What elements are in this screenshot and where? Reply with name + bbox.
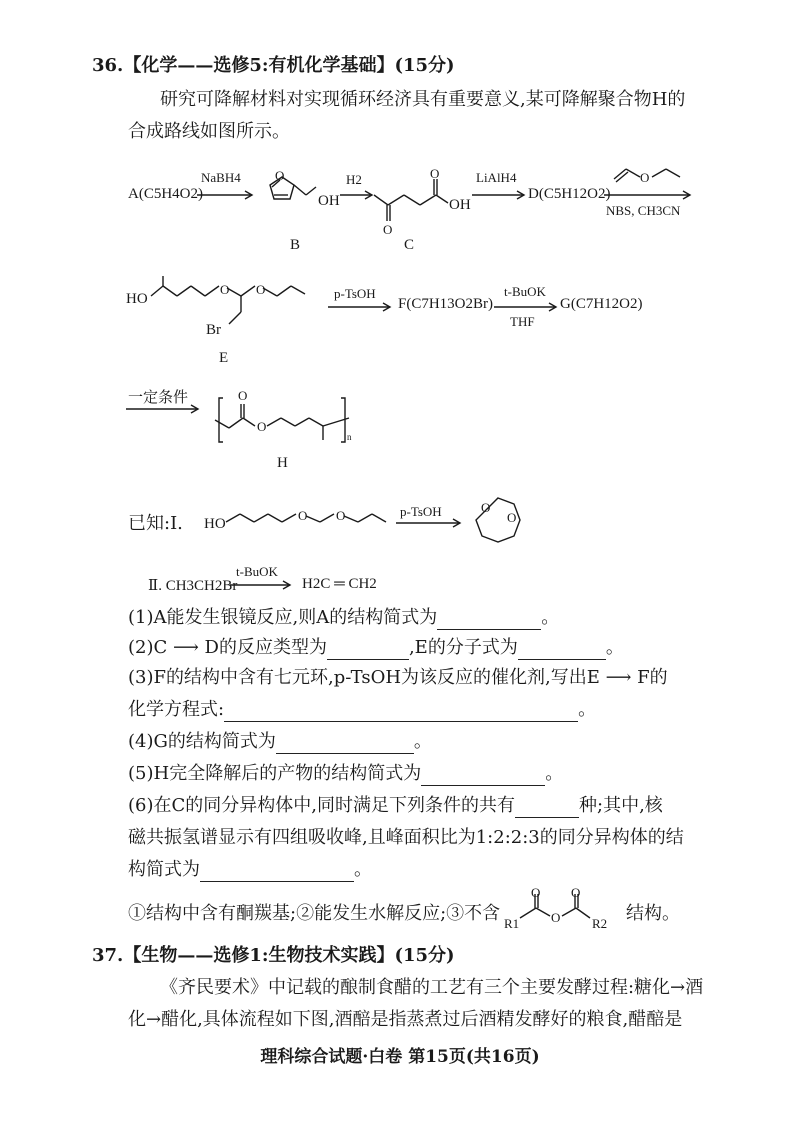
known-i-ring-o1: O [481,500,491,515]
compound-b-ring-o: O [275,168,285,183]
compound-e-br: Br [206,322,221,338]
arrow-7 [126,404,206,414]
question-5: (5)H完全降解后的产物的结构简式为 。 [128,763,564,784]
reagent-tbuok: t-BuOK [504,284,546,299]
question-1: (1)A能发生银镜反应,则A的结构简式为 。 [128,607,560,628]
polymer-h-ester-o: O [257,419,267,434]
anhydride-o2: O [571,885,581,900]
q36-header: 36.【化学——选修5:有机化学基础】(15分) [92,55,455,76]
compound-e-label: E [219,350,229,366]
compound-e-o1: O [220,282,230,297]
known-i-ring-o2: O [507,510,517,525]
arrow-6 [494,302,564,312]
compound-a-formula: A(C5H4O2) [128,186,203,202]
answer-blank-5[interactable] [421,767,545,786]
polymer-h-label: H [277,455,288,471]
known-i-o2: O [336,508,346,523]
known-i-reagent: p-TsOH [400,504,442,519]
answer-blank-6a[interactable] [515,799,579,818]
answer-blank-6b[interactable] [200,863,354,882]
polymer-h-structure [215,396,365,451]
arrow-1 [197,190,257,200]
q37-header: 37.【生物——选修1:生物技术实践】(15分) [92,945,455,966]
answer-blank-2a[interactable] [327,641,409,660]
known-i-arrow [396,518,466,528]
page-footer: 理科综合试题·白卷 第15页(共16页) [260,1047,540,1067]
polymer-h-n: n [347,432,352,442]
compound-e-ho: HO [126,291,148,307]
question-3-line2: 化学方程式: 。 [128,699,597,720]
question-6-line1: (6)在C的同分异构体中,同时满足下列条件的共有 种;其中,核 [128,795,663,816]
question-6-line3: 构简式为 。 [128,859,372,880]
compound-c-oh: OH [449,197,471,213]
known-ii-reagent: t-BuOK [236,564,278,579]
compound-b-oh: OH [318,193,340,209]
known-i-ho: HO [204,516,226,532]
compound-c-ketone-o: O [383,222,393,237]
compound-d-formula: D(C5H12O2) [528,186,611,202]
anhydride-r2: R2 [592,916,608,931]
arrow-5 [328,302,398,312]
known-ii-product: H2C ═ CH2 [302,576,377,592]
known-i-product-ring [470,494,530,554]
arrow-4 [604,190,696,200]
answer-blank-2b[interactable] [518,641,606,660]
reagent-vinyl-ether-structure [612,165,692,191]
question-3-line1: (3)F的结构中含有七元环,p-TsOH为该反应的催化剂,写出E ⟶ F的 [128,667,668,688]
anhydride-bridge-o: O [551,910,561,925]
known-ii-text: Ⅱ. CH3CH2Br [148,578,238,594]
compound-g-formula: G(C7H12O2) [560,296,643,312]
reagent-ptsoh: p-TsOH [334,286,376,301]
answer-blank-4[interactable] [276,735,414,754]
answer-blank-3[interactable] [224,703,578,722]
anhydride-o1: O [531,885,541,900]
known-prefix: 已知:Ⅰ. [128,513,183,534]
known-i-reactant-structure [226,508,396,538]
question-4: (4)G的结构简式为 。 [128,731,432,752]
question-6-conditions: ①结构中含有酮羰基;②能发生水解反应;③不含 [128,903,501,924]
anhydride-r1: R1 [504,916,520,931]
compound-c-label: C [404,237,415,253]
condition-7: 一定条件 [128,390,189,406]
compound-b-label: B [290,237,301,253]
answer-blank-1[interactable] [437,611,541,630]
question-6-line2: 磁共振氢谱显示有四组吸收峰,且峰面积比为1:2:2:3的同分异构体的结 [128,827,684,848]
reagent-h2: H2 [346,172,362,187]
known-ii-arrow [230,580,296,590]
compound-e-o2: O [256,282,266,297]
arrow-3 [472,190,532,200]
q37-line1: 《齐民要术》中记载的酿制食醋的工艺有三个主要发酵过程:糖化→酒 [160,977,704,998]
polymer-h-carbonyl-o: O [238,388,248,403]
q36-intro-line1: 研究可降解材料对实现循环经济具有重要意义,某可降解聚合物H的 [160,89,686,110]
question-2: (2)C ⟶ D的反应类型为 ,E的分子式为 。 [128,637,624,658]
compound-f-formula: F(C7H13O2Br) [398,296,494,312]
reagent-vinyl-ether-o: O [640,170,650,185]
reagent-thf: THF [510,314,535,329]
compound-e-structure [145,282,345,352]
q37-line2: 化→醋化,具体流程如下图,酒醅是指蒸煮过后酒精发酵好的粮食,醋醅是 [128,1009,683,1030]
q36-intro-line2: 合成路线如图所示。 [128,121,290,142]
compound-c-acid-o: O [430,166,440,181]
reagent-lialh4: LiAlH4 [476,170,517,185]
reagent-nbs-ch3cn: NBS, CH3CN [606,203,681,218]
known-i-o1: O [298,508,308,523]
question-6-conditions-end: 结构。 [626,903,680,924]
reagent-nabh4: NaBH4 [201,170,241,185]
